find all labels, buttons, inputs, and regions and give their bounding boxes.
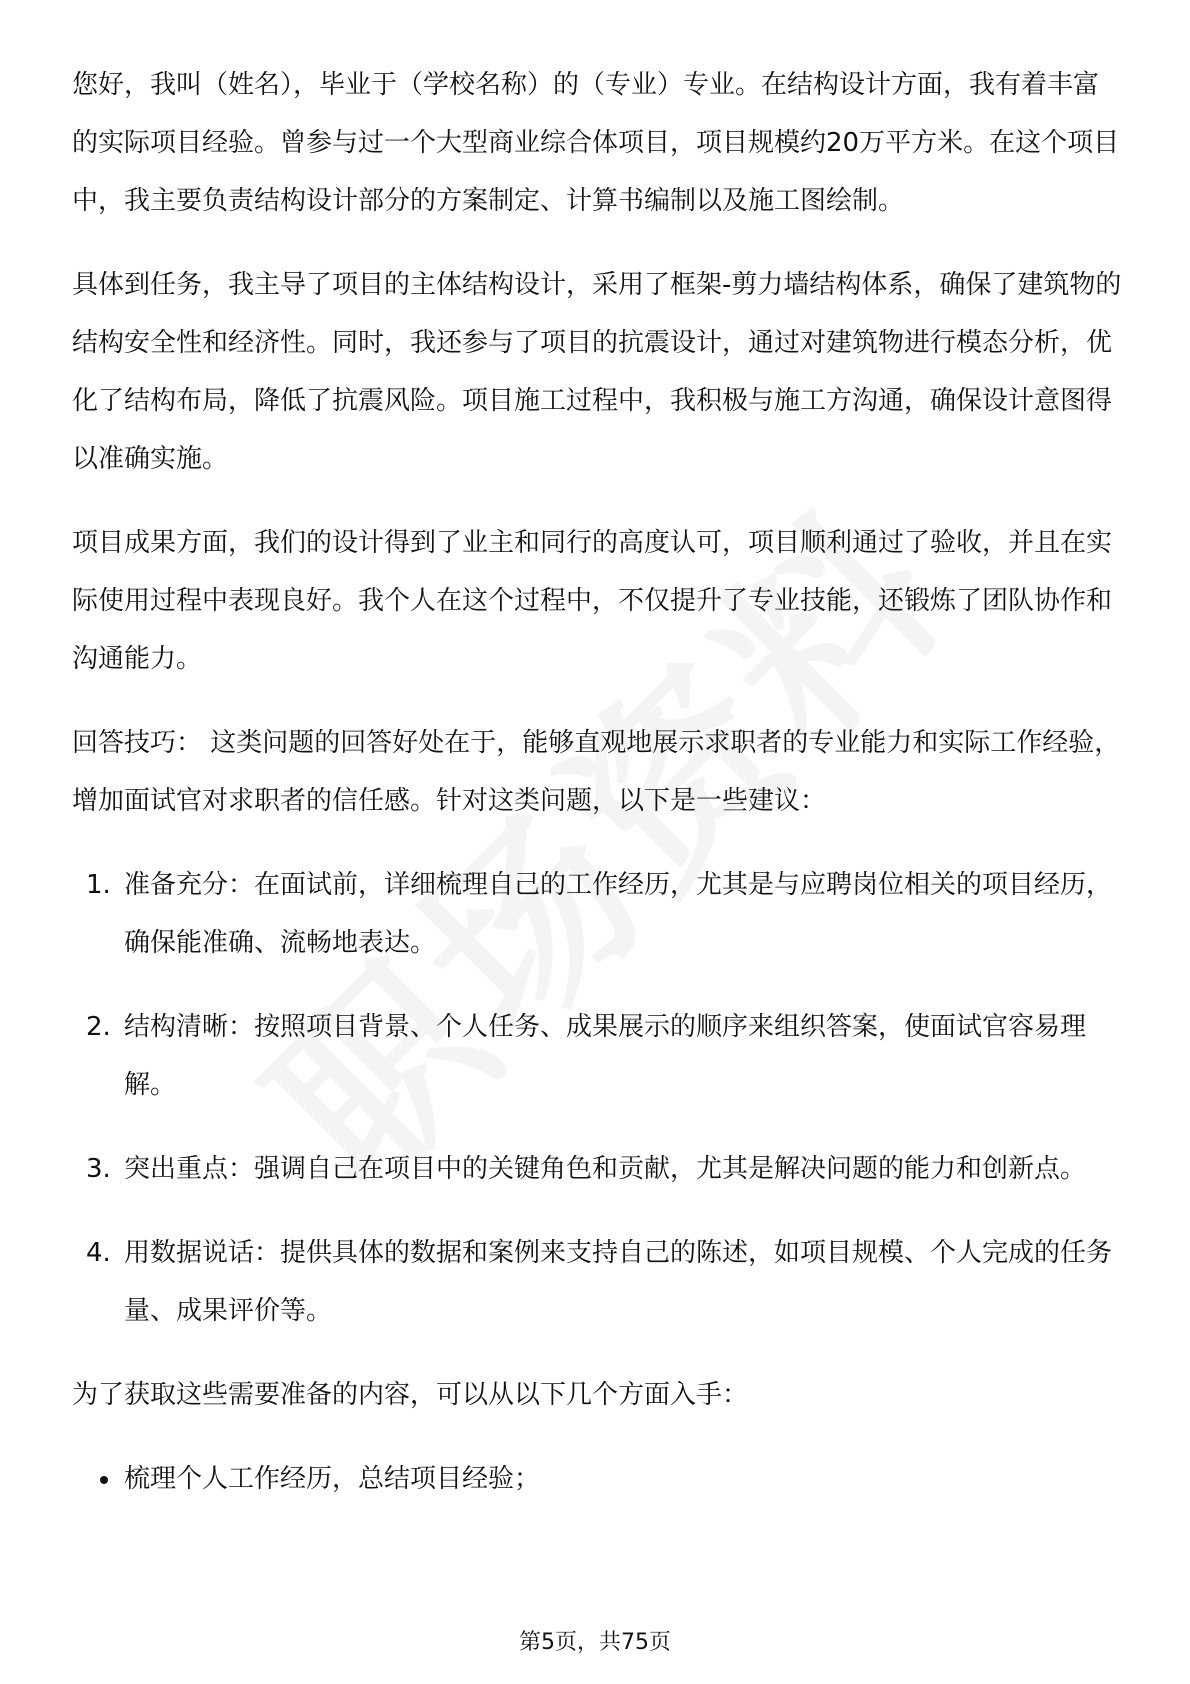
bullet-dot-icon xyxy=(100,1476,108,1484)
list-number: 3. xyxy=(86,1154,111,1184)
bullet-list xyxy=(72,1450,1122,1508)
list-item-text: 突出重点：强调自己在项目中的关键角色和贡献，尤其是解决问题的能力和创新点。 xyxy=(124,1154,1087,1184)
tips-list xyxy=(72,856,1122,1340)
list-number: 1. xyxy=(86,870,111,900)
list-item xyxy=(72,1140,1122,1198)
list-item-text: 准备充分：在面试前，详细梳理自己的工作经历，尤其是与应聘岗位相关的项目经历，确保能准确、流畅地表达。 xyxy=(124,870,1113,958)
list-item-text: 用数据说话：提供具体的数据和案例来支持自己的陈述，如项目规模、个人完成的任务量、成果评价等。 xyxy=(124,1238,1113,1326)
list-item xyxy=(72,1224,1122,1340)
bullet-item xyxy=(72,1450,1122,1508)
paragraph-tips-intro: 回答技巧： 这类问题的回答好处在于，能够直观地展示求职者的专业能力和实际工作经验，增加面试官对求职者的信任感。针对这类问题，以下是一些建议： xyxy=(72,728,1121,816)
list-number: 4. xyxy=(86,1238,111,1268)
paragraph-sources-intro: 为了获取这些需要准备的内容，可以从以下几个方面入手： xyxy=(72,1380,749,1410)
document-body xyxy=(72,56,1122,1508)
list-item-text: 结构清晰：按照项目背景、个人任务、成果展示的顺序来组织答案，使面试官容易理解。 xyxy=(124,1012,1087,1100)
list-item xyxy=(72,998,1122,1114)
bullet-item-text: 梳理个人工作经历，总结项目经验； xyxy=(124,1464,541,1494)
paragraph-result: 项目成果方面，我们的设计得到了业主和同行的高度认可，项目顺利通过了验收，并且在实际使用过程中表现良好。我个人在这个过程中，不仅提升了专业技能，还锻炼了团队协作和沟通能力。 xyxy=(72,528,1113,674)
paragraph-task: 具体到任务，我主导了项目的主体结构设计，采用了框架-剪力墙结构体系，确保了建筑物的结构安全性和经济性。同时，我还参与了项目的抗震设计，通过对建筑物进行模态分析，优化了结构布局，降低了抗震风险。项目施工过程中，我积极与施工方沟通，确保设计意图得以准确实施。 xyxy=(72,270,1122,474)
paragraph-intro: 您好，我叫（姓名），毕业于（学校名称）的（专业）专业。在结构设计方面，我有着丰富的实际项目经验。曾参与过一个大型商业综合体项目，项目规模约20万平方米。在这个项目中，我主要负责结构设计部分的方案制定、计算书编制以及施工图绘制。 xyxy=(72,70,1120,216)
list-number: 2. xyxy=(86,1012,111,1042)
list-item xyxy=(72,856,1122,972)
page-number-footer: 第5页，共75页 xyxy=(519,1630,671,1655)
